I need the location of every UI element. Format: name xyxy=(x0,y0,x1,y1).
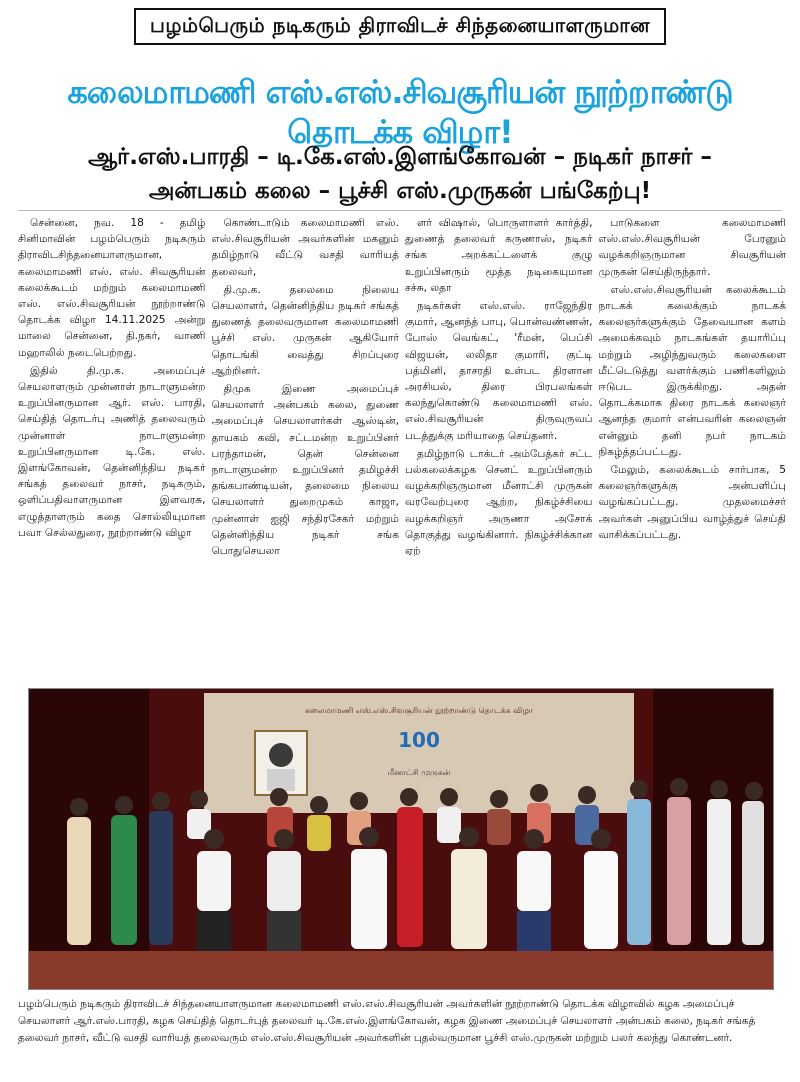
article-paragraph: இதில் தி.மு.க. அமைப்புச் செயலாளரும் முன்னாள் நாடாளுமன்ற உறுப்பினருமான ஆர். எஸ். பாரதி, செய்தித் தொடர்பு அணித் தலைவரும் முன்னாள் நாடாளுமன்ற உறுப்பினருமான டி.கே. எஸ். இளங்கோவன், தென்னிந்திய நடிகர் சங்கத் தலைவர் நாசர், நடிகரும், ஒளிப்பதிவாளருமான இளவரசு, எழுத்தாளரும் கதை சொல்லியுமான பவா செல்லதுரை, நூற்றாண்டு விழா xyxy=(18,364,206,539)
banner-text: கலைமாமணி எஸ்.எஸ்.சிவசூரியன் நூற்றாண்டு தொடக்க விழா xyxy=(305,706,533,715)
centenary-emblem: 100 xyxy=(398,728,440,752)
article-paragraph: சென்னை, நவ. 18 - தமிழ் சினிமாவின் பழம்பெரும் நடிகரும் திராவிடசிந்தனையாளருமான, கலைமாமணி எஸ். எஸ். சிவசூரியன் கலைக்கூடம் மற்றும் கலைமாமணி எஸ். எஸ்.சிவசூரியன் நூற்றாண்டு தொடக்க விழா 14.11.2025 அன்று மாலை சென்னை, தி.நகர், வாணி மஹாலில் நடைபெற்றது. xyxy=(18,217,206,359)
article-paragraph: கொண்டாடும் கலைமாமணி எஸ். எஸ்.சிவசூரியன் அவர்களின் மகனும் தமிழ்நாடு வீட்டு வசதி வாரியத் தலைவர், xyxy=(211,217,399,278)
banner-host: மீனாட்சி முருகன் xyxy=(387,768,451,777)
article-paragraph: திமுக இணை அமைப்புச் செயலாளர் அன்பகம் கலை, துணை அமைப்புச் செயலாளர்கள் ஆஸ்டின், தாயகம் கவி, சட்டமன்ற உறுப்பினர் பரந்தாமன், தென் சென்னை நாடாளுமன்ற உறுப்பினர் தமிழச்சி தங்கபாண்டியன், தலைமை நிலைய செயலாளர் துறைமுகம் காஜா, முன்னாள் ஐஜி சந்திரசேகர் மற்றும் தென்னிந்திய நடிகர் சங்க பொதுசெயலா xyxy=(211,383,399,558)
article-columns xyxy=(18,215,786,679)
stage-floor xyxy=(29,951,773,989)
article-paragraph: ளர் விஷால், பொருளாளர் கார்த்தி, துணைத் தலைவர் கருணாஸ், நடிகர் சங்க அறக்கட்டளைக் குழு உறுப்பினரும் மூத்த நடிகையுமான சச்சு, லதா xyxy=(405,217,593,294)
subhead-line-2: அன்பகம் கலை – பூச்சி எஸ்.முருகன் பங்கேற்பு! xyxy=(148,178,652,204)
article-paragraph: எஸ்.எஸ்.சிவசூரியன் கலைக்கூடம் நாடகக் கலைக்கும் நாடகக் கலைஞர்களுக்கும் தேவையான களம் அமைக்கவும் நாடகங்கள் தயாரிப்பு மற்றும் அழிந்துவரும் கலைகளை மீட்டெடுத்து வளர்க்கும் பணிகளிலும் ஈடுபட இருக்கிறது. அதன் தொடக்கமாக திரை நாடகக் கலைஞர் ஆனந்த குமார் என்பவரின் கலைஞன் என்னும் தனி நபர் நாடகம் நிகழ்த்தப்பட்டது. xyxy=(598,283,786,458)
kicker-box xyxy=(0,8,800,45)
divider-top xyxy=(18,210,782,211)
article-column-1 xyxy=(18,215,206,679)
article-paragraph: பாடுகளை கலைமாமணி எஸ்.எஸ்.சிவசூரியன் பேரனும் வழக்கறிஞருமான சிவசூரியன் முருகன் செய்திருந்தார். xyxy=(598,217,786,278)
headline: கலைமாமணி எஸ்.எஸ்.சிவசூரியன் நூற்றாண்டு தொடக்க விழா! xyxy=(67,73,733,151)
article-column-3 xyxy=(405,215,593,679)
event-photo xyxy=(28,688,774,990)
article-column-2 xyxy=(212,215,400,679)
article-paragraph: மேலும், கலைக்கூடம் சார்பாக, 5 கலைஞர்களுக்கு அன்பளிப்பு வழங்கப்பட்டது. முதலமைச்சர் அவர்கள் அனுப்பிய வாழ்த்துச் செய்தி வாசிக்கப்பட்டது. xyxy=(598,464,786,541)
photo-caption: பழம்பெரும் நடிகரும் திராவிடச் சிந்தனையாளருமான கலைமாமணி எஸ்.எஸ்.சிவசூரியன் அவர்களின் நூற்றாண்டு தொடக்க விழாவில் கழக அமைப்புச் செயலாளர் ஆர்.எஸ்.பாரதி, கழக செய்தித் தொடர்புத் தலைவர் டி.கே.எஸ்.இளங்கோவன், கழக இணை அமைப்புச் செயலாளர் அன்பகம் கலை, நடிகர் சங்கத் தலைவர் நாசர், வீட்டு வசதி வாரியத் தலைவரும் எஸ்.எஸ்.சிவசூரியன் அவர்களின் புதல்வருமான பூச்சி எஸ்.முருகன் மற்றும் பலர் கலந்து கொண்டனர். xyxy=(18,998,756,1044)
article-paragraph: நடிகர்கள் எஸ்.எஸ். ராஜேந்திர குமார், ஆனந்த் பாபு, பொன்வண்ணன், போஸ் வெங்கட், 'ரீமன், பெப்சி விஜயன், லலிதா குமாரி, குட்டி பத்மினி, தாசரதி உள்பட திரளான அரசியல், திரை பிரபலங்கள் கலந்துகொண்டு கலைமாமணி எஸ். எஸ்.சிவசூரியன் திருவுருவப் படத்துக்கு மரியாதை செய்தனர். xyxy=(405,300,593,442)
article-column-4 xyxy=(599,215,787,679)
event-photo-illustration xyxy=(29,689,773,989)
article-paragraph: தி.மு.க. தலைமை நிலைய செயலாளர், தென்னிந்திய நடிகர் சங்கத் துணைத் தலைவருமான கலைமாமணி பூச்சி எஸ். முருகன் ஆகியோர் தொடங்கி வைத்து சிறப்புரை ஆற்றினர். xyxy=(211,283,399,377)
subhead-line-1: ஆர்.எஸ்.பாரதி – டி.கே.எஸ்.இளங்கோவன் – நடிகர் நாசர் – xyxy=(88,144,712,170)
kicker-text: பழம்பெரும் நடிகரும் திராவிடச் சிந்தனையாளருமான xyxy=(134,8,666,45)
article-paragraph: தமிழ்நாடு டாக்டர் அம்பேத்கர் சட்ட பல்கலைக்கழக செனட் உறுப்பினரும் வழக்கறிஞருமான மீனாட்சி முருகன் வரவேற்புரை ஆற்ற, நிகழ்ச்சியை வழக்கறிஞர் அருணா அசோக் தொகுத்து வழங்கினார். நிகழ்ச்சிக்கான ஏற் xyxy=(405,447,593,558)
